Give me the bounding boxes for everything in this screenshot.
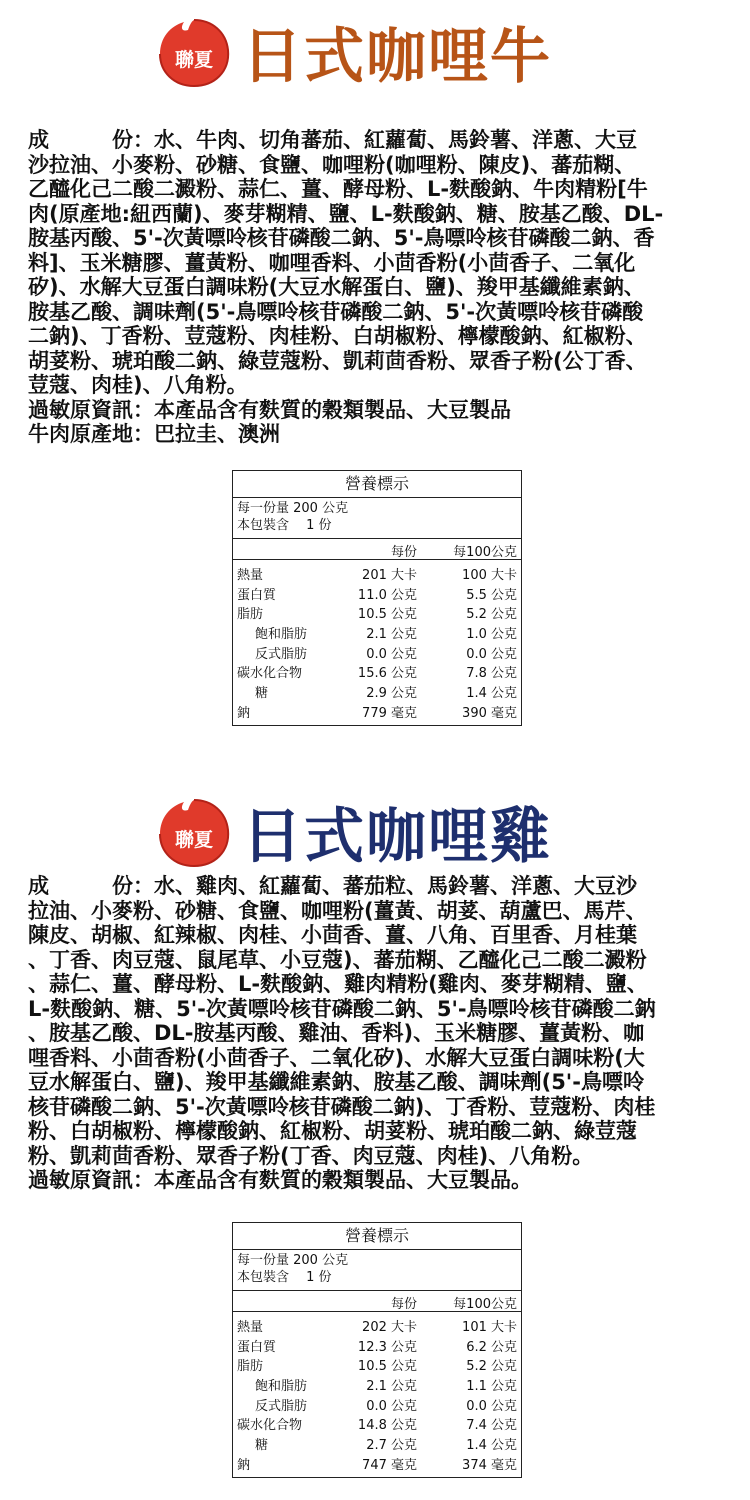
brand-logo [154,796,234,870]
servings-per-package: 本包裝含 1 份 [237,1270,332,1285]
row-per-serving: 201 大卡 [362,568,417,583]
nutrition-row [233,563,521,583]
product-header [0,780,750,870]
row-label: 熱量 [237,568,264,583]
row-label: 糖 [255,686,269,702]
row-per-serving: 747 毫克 [362,1457,417,1473]
col-per-100g: 每100公克 [453,545,517,560]
ingredients-text: 成 份：水、牛肉、切角蕃茄、紅蘿蔔、馬鈴薯、洋蔥、大豆 沙拉油、小麥粉、砂糖、食鹽、咖哩粉(咖哩粉、陳皮)、蕃茄糊、 乙醯化己二酸二澱粉、蒜仁、薑、酵母粉、L-麩酸鈉、牛肉精粉[牛 肉(原產地:紐西蘭)、麥芽糊精、鹽、L-麩酸鈉、糖、胺基乙酸、DL- 胺基丙酸、5'-次黃嘌呤核苷磷酸二鈉、5'-鳥嘌呤核苷磷酸二鈉、香 料]、玉米糖膠、薑黃粉、咖哩香料、小茴香粉(小茴香子、二氧化 矽)、水解大豆蛋白調味粉(大豆水解蛋白、鹽)、羧甲基纖維素鈉、 胺基乙酸、調味劑(5'-鳥嘌呤核苷磷酸二鈉、5'-次黃嘌呤核苷磷酸 二鈉)、丁香粉、荳蔻粉、肉桂粉、白胡椒粉、檸檬酸鈉、紅椒粉、 胡荽粉、琥珀酸二鈉、綠荳蔻粉、凱莉茴香粉、眾香子粉(公丁香、 荳蔻、肉桂)、八角粉。 過敏原資訊：本產品含有麩質的穀類製品、大豆製品 牛肉原產地：巴拉圭、澳洲 [28,128,664,446]
row-label: 糖 [255,1438,269,1454]
row-per-100g: 390 毫克 [462,705,517,721]
nutrition-row [233,622,521,642]
row-per-100g: 7.8 公克 [466,666,517,682]
nutrition-row [233,1394,521,1414]
row-per-100g: 1.1 公克 [466,1379,517,1395]
row-per-100g: 101 大卡 [462,1320,517,1335]
row-per-100g: 5.2 公克 [466,607,517,623]
serving-info [233,498,521,539]
nutrition-row [233,1315,521,1335]
row-per-100g: 5.2 公克 [466,1359,517,1375]
row-per-100g: 100 大卡 [462,568,517,583]
row-label: 蛋白質 [237,587,277,603]
row-label: 飽和脂肪 [255,627,308,643]
product-title: 日式咖哩牛 [242,22,552,92]
row-label: 碳水化合物 [237,1418,303,1434]
brand-logo [154,16,234,90]
nutrition-row [233,1335,521,1355]
nutrition-title: 營養標示 [233,1223,521,1250]
nutrition-column-header [233,1291,521,1312]
nutrition-row [233,1374,521,1394]
nutrition-row [233,1433,521,1453]
row-label: 脂肪 [237,1359,264,1375]
nutrition-row [233,602,521,622]
nutrition-row [233,583,521,603]
nutrition-row [233,1453,521,1473]
product-header [0,0,750,90]
nutrition-title: 營養標示 [233,471,521,498]
row-per-serving: 10.5 公克 [357,1359,417,1375]
row-per-100g: 1.4 公克 [466,686,517,702]
nutrition-row [233,661,521,681]
nutrition-rows [233,560,521,725]
brand-logo-text: 聯夏 [174,829,213,851]
serving-size: 每一份量 200 公克 [237,501,349,516]
row-per-100g: 5.5 公克 [466,587,517,603]
servings-per-package: 本包裝含 1 份 [237,518,332,533]
row-per-serving: 2.1 公克 [366,1379,417,1395]
row-label: 蛋白質 [237,1339,277,1355]
serving-info [233,1250,521,1291]
col-per-100g: 每100公克 [453,1297,517,1312]
nutrition-row [233,642,521,662]
nutrition-row [233,701,521,721]
nutrition-row [233,1413,521,1433]
row-label: 鈉 [237,1457,251,1473]
row-label: 碳水化合物 [237,666,303,682]
row-per-100g: 6.2 公克 [466,1339,517,1355]
ingredients-text: 成 份：水、雞肉、紅蘿蔔、蕃茄粒、馬鈴薯、洋蔥、大豆沙 拉油、小麥粉、砂糖、食鹽、咖哩粉(薑黃、胡荽、葫蘆巴、馬芹、 陳皮、胡椒、紅辣椒、肉桂、小茴香、薑、八角、百里香、月桂葉 、丁香、肉豆蔻、鼠尾草、小豆蔻)、蕃茄糊、乙醯化己二酸二澱粉 、蒜仁、薑、酵母粉、L-麩酸鈉、雞肉精粉(雞肉、麥芽糊精、鹽、 L-麩酸鈉、糖、5'-次黃嘌呤核苷磷酸二鈉、5'-鳥嘌呤核苷磷酸二鈉 、胺基乙酸、DL-胺基丙酸、雞油、香料)、玉米糖膠、薑黃粉、咖 哩香料、小茴香粉(小茴香子、二氧化矽)、水解大豆蛋白調味粉(大 豆水解蛋白、鹽)、羧甲基纖維素鈉、胺基乙酸、調味劑(5'-鳥嘌呤 核苷磷酸二鈉、5'-次黃嘌呤核苷磷酸二鈉)、丁香粉、荳蔻粉、肉桂 粉、白胡椒粉、檸檬酸鈉、紅椒粉、胡荽粉、琥珀酸二鈉、綠荳蔻 粉、凱莉茴香粉、眾香子粉(丁香、肉豆蔻、肉桂)、八角粉。 過敏原資訊：本產品含有麩質的穀類製品、大豆製品。 [28,874,656,1192]
nutrition-row [233,1354,521,1374]
serving-size: 每一份量 200 公克 [237,1253,349,1268]
col-per-serving: 每份 [390,545,417,560]
row-label: 反式脂肪 [255,1398,308,1414]
product-title: 日式咖哩雞 [242,802,552,872]
nutrition-column-header [233,539,521,560]
row-label: 反式脂肪 [255,646,308,662]
row-label: 熱量 [237,1320,264,1335]
row-label: 飽和脂肪 [255,1379,308,1395]
row-per-serving: 202 大卡 [362,1320,417,1335]
brand-logo-text: 聯夏 [174,49,213,71]
nutrition-panel [232,1222,522,1478]
row-per-100g: 0.0 公克 [466,646,517,662]
row-per-serving: 15.6 公克 [357,666,417,682]
row-per-serving: 2.9 公克 [366,686,417,702]
row-per-serving: 2.7 公克 [366,1438,417,1454]
row-per-100g: 0.0 公克 [466,1398,517,1414]
row-per-serving: 12.3 公克 [357,1339,417,1355]
col-per-serving: 每份 [390,1297,417,1312]
row-per-100g: 1.0 公克 [466,627,517,643]
nutrition-panel [232,470,522,726]
row-label: 脂肪 [237,607,264,623]
row-per-serving: 2.1 公克 [366,627,417,643]
row-per-100g: 374 毫克 [462,1457,517,1473]
row-label: 鈉 [237,705,251,721]
row-per-serving: 779 毫克 [362,705,417,721]
row-per-serving: 0.0 公克 [366,646,417,662]
nutrition-row [233,681,521,701]
row-per-serving: 0.0 公克 [366,1398,417,1414]
row-per-serving: 14.8 公克 [357,1418,417,1434]
row-per-100g: 1.4 公克 [466,1438,517,1454]
row-per-100g: 7.4 公克 [466,1418,517,1434]
row-per-serving: 11.0 公克 [357,587,417,603]
row-per-serving: 10.5 公克 [357,607,417,623]
nutrition-rows [233,1312,521,1477]
